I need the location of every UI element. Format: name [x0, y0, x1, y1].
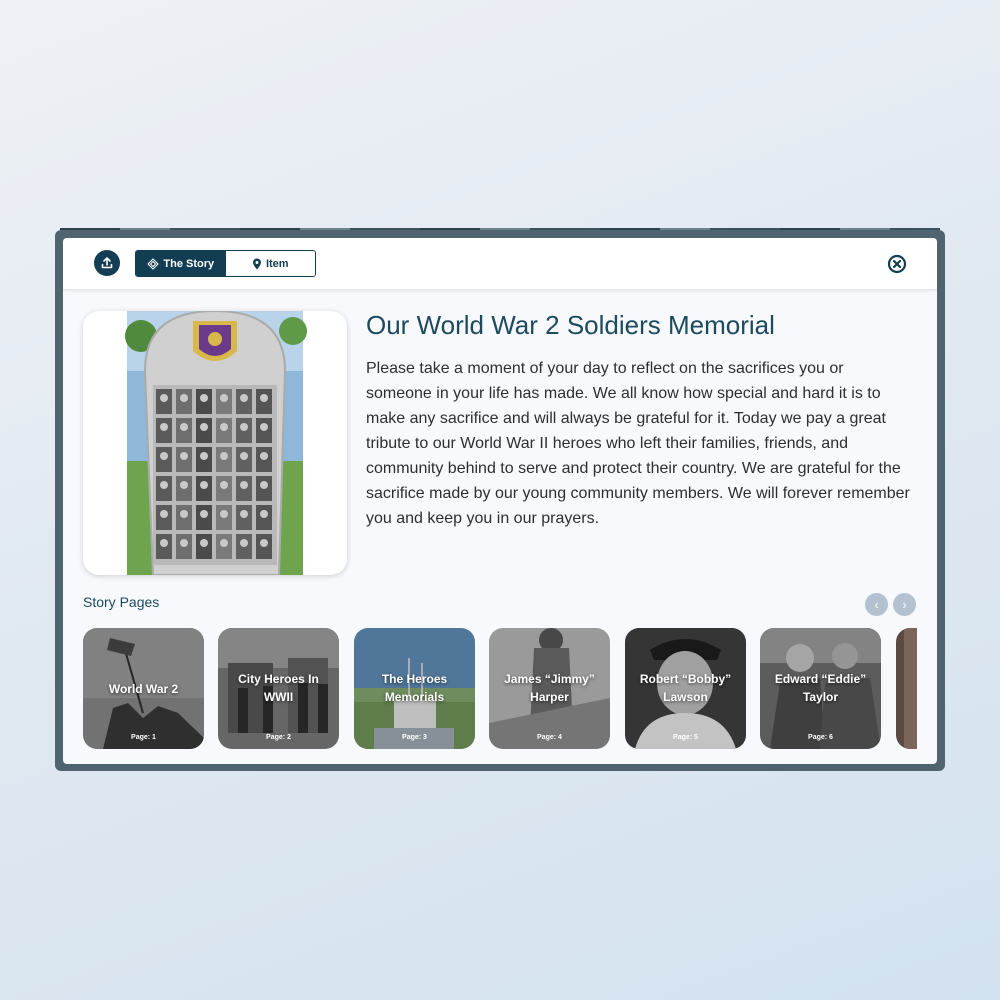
memorial-portrait-face — [160, 539, 168, 547]
modal-toolbar — [63, 238, 937, 290]
memorial-portrait-face — [240, 510, 248, 518]
story-page-card-4[interactable] — [489, 628, 610, 749]
memorial-portrait-face — [240, 539, 248, 547]
memorial-portrait-face — [180, 423, 188, 431]
story-page-card-number: Page: 6 — [808, 734, 833, 741]
tab-the-story[interactable] — [136, 251, 226, 276]
memorial-portrait-face — [160, 452, 168, 460]
memorial-portrait-face — [260, 510, 268, 518]
memorial-portrait-face — [220, 452, 228, 460]
memorial-portrait-face — [220, 510, 228, 518]
memorial-portrait-face — [220, 481, 228, 489]
tab-item[interactable] — [226, 251, 316, 276]
story-page-card-title: James “Jimmy” Harper — [504, 672, 595, 704]
view-toggle — [135, 250, 316, 277]
memorial-portrait-face — [160, 481, 168, 489]
story-page-card-5[interactable] — [625, 628, 746, 749]
card-image-partial — [896, 628, 917, 749]
story-page-card-number: Page: 4 — [537, 734, 562, 741]
memorial-portrait-face — [200, 423, 208, 431]
memorial-portrait-face — [200, 394, 208, 402]
memorial-photo — [83, 311, 347, 575]
memorial-portrait-face — [260, 539, 268, 547]
memorial-portrait-face — [260, 423, 268, 431]
tab-the-story-label: The Story — [163, 257, 215, 270]
memorial-portrait-face — [200, 481, 208, 489]
memorial-portrait-face — [200, 539, 208, 547]
story-page-card-6[interactable] — [760, 628, 881, 749]
tab-item-label: Item — [265, 257, 289, 270]
share-upload-icon — [100, 256, 114, 270]
memorial-portrait-face — [220, 423, 228, 431]
chevron-right-icon: › — [902, 597, 907, 612]
story-page-card-title: City Heroes In WWII — [238, 672, 319, 704]
story-page-card-number: Page: 3 — [402, 734, 427, 741]
memorial-portrait-face — [220, 539, 228, 547]
memorial-portrait-face — [260, 452, 268, 460]
memorial-portrait-face — [160, 394, 168, 402]
story-page-card-number: Page: 1 — [131, 734, 156, 741]
memorial-portrait-face — [240, 452, 248, 460]
story-page-card-title: Edward “Eddie” Taylor — [774, 672, 867, 704]
story-pages-label: Story Pages — [83, 594, 160, 610]
story-panel — [63, 238, 937, 764]
memorial-portrait-face — [260, 394, 268, 402]
story-pages-carousel — [83, 628, 917, 750]
story-page-card-title: Robert “Bobby” Lawson — [639, 672, 732, 704]
memorial-portrait-face — [180, 510, 188, 518]
story-page-card-title: The Heroes Memorials — [381, 672, 448, 704]
story-body: Please take a moment of your day to reflect on the sacrifices you or someone in your life has made. We all know how special and hard it is to make any sacrifice and will always be grateful for it. Today we pay a great tribute to our World War II heroes who left their families, friends, and community behind to serve and protect their country. We are grateful for the sacrifice made by our young community members. We will forever remember you and keep you in our prayers. — [366, 360, 910, 527]
story-page-card-3[interactable] — [354, 628, 475, 749]
story-modal-frame — [55, 230, 945, 771]
memorial-portrait-face — [200, 452, 208, 460]
share-button[interactable] — [94, 250, 120, 276]
memorial-portrait-face — [180, 481, 188, 489]
memorial-portrait-face — [260, 481, 268, 489]
carousel-prev-button[interactable] — [865, 593, 888, 616]
memorial-portrait-face — [220, 394, 228, 402]
memorial-portrait-face — [180, 452, 188, 460]
carousel-next-button[interactable] — [893, 593, 916, 616]
memorial-photo-card — [83, 311, 347, 575]
memorial-portrait-face — [180, 539, 188, 547]
story-page-card-number: Page: 5 — [673, 734, 698, 741]
close-button[interactable] — [887, 254, 907, 274]
story-page-card-number: Page: 2 — [266, 734, 291, 741]
close-circle-icon — [887, 254, 907, 274]
story-page-card-2[interactable] — [218, 628, 339, 749]
story-title: Our World War 2 Soldiers Memorial — [366, 310, 775, 340]
memorial-portrait-face — [240, 481, 248, 489]
memorial-portrait-face — [240, 394, 248, 402]
story-icon — [147, 258, 159, 270]
memorial-portrait-face — [240, 423, 248, 431]
memorial-portrait-face — [200, 510, 208, 518]
memorial-portrait-face — [180, 394, 188, 402]
memorial-portrait-face — [160, 510, 168, 518]
map-pin-icon — [252, 258, 262, 270]
story-page-card-1[interactable] — [83, 628, 204, 749]
chevron-left-icon: ‹ — [874, 597, 879, 612]
memorial-portrait-face — [160, 423, 168, 431]
story-page-card-7[interactable] — [896, 628, 917, 749]
story-page-card-title: World War 2 — [108, 682, 179, 696]
